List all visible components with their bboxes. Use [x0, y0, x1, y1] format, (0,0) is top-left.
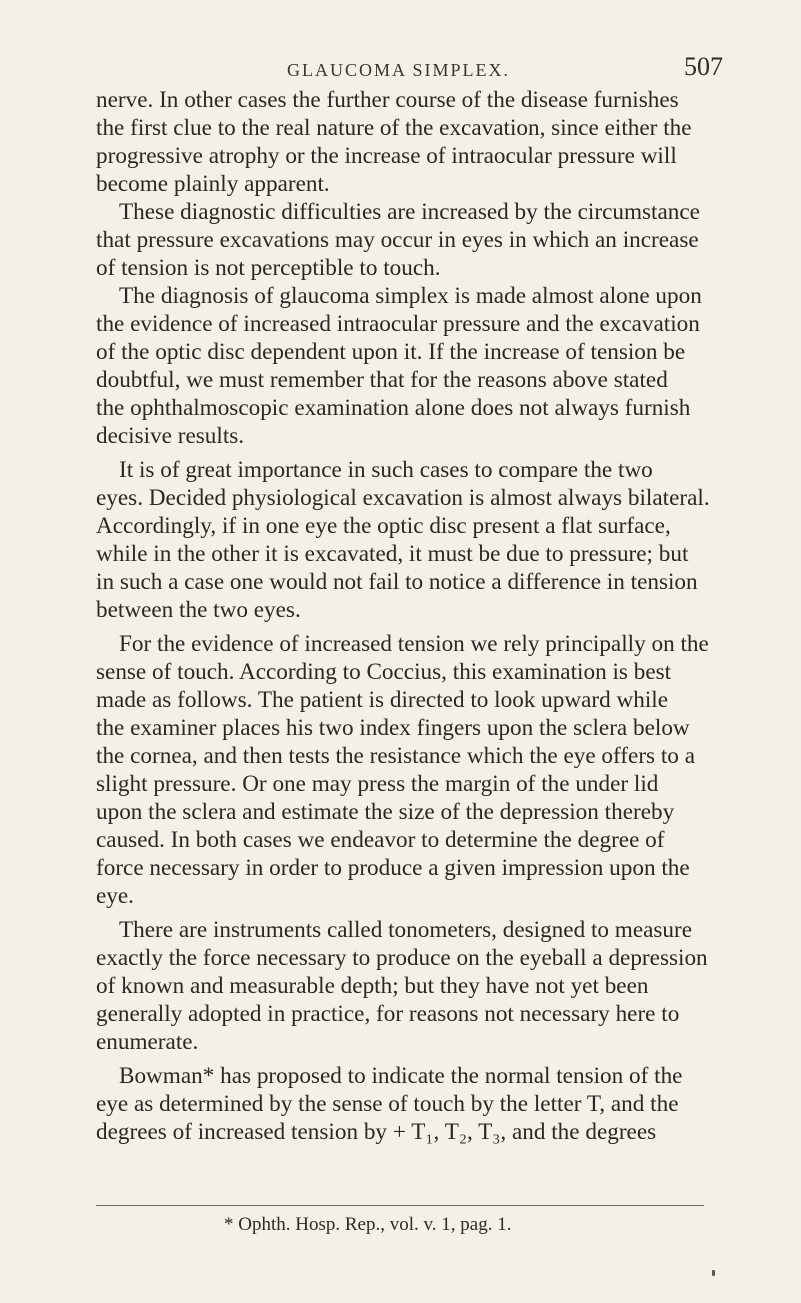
body-line: the examiner places his two index fingers upon the sclera below — [96, 715, 690, 741]
paragraph-start-line: For the evidence of increased tension we rely principally on the — [119, 631, 709, 657]
body-line: of tension is not perceptible to touch. — [96, 255, 441, 281]
body-line: degrees of increased tension by + T₁, T₂, T₃, and the degrees — [96, 1119, 657, 1145]
running-head: GLAUCOMA SIMPLEX. — [287, 60, 511, 80]
footnote: * Ophth. Hosp. Rep., vol. v. 1, pag. 1. — [224, 1214, 512, 1235]
body-line: become plainly apparent. — [96, 171, 330, 197]
body-line: force necessary in order to produce a given impression upon the — [96, 855, 690, 881]
body-line: progressive atrophy or the increase of intraocular pressure will — [96, 143, 677, 169]
body-line: enumerate. — [96, 1029, 199, 1055]
body-line: eyes. Decided physiological excavation is almost always bilateral. — [96, 485, 710, 511]
body-line: of the optic disc dependent upon it. If the increase of tension be — [96, 339, 686, 365]
body-line: the ophthalmoscopic examination alone does not always furnish — [96, 395, 691, 421]
body-line: caused. In both cases we endeavor to determine the degree of — [96, 827, 665, 853]
body-line: Accordingly, if in one eye the optic disc present a flat surface, — [96, 513, 671, 539]
body-line: between the two eyes. — [96, 597, 301, 623]
body-line: decisive results. — [96, 423, 245, 449]
paragraph-start-line: Bowman* has proposed to indicate the normal tension of the — [119, 1063, 683, 1089]
body-line: the evidence of increased intraocular pressure and the excavation — [96, 311, 700, 337]
body-line: eye. — [96, 883, 134, 909]
paragraph-start-line: It is of great importance in such cases to compare the two — [119, 457, 653, 483]
paragraph-start-line: There are instruments called tonometers, designed to measure — [119, 917, 693, 943]
body-line: upon the sclera and estimate the size of the depression thereby — [96, 799, 675, 825]
body-line: the cornea, and then tests the resistance which the eye offers to a — [96, 743, 695, 769]
body-line: while in the other it is excavated, it must be due to pressure; but — [96, 541, 689, 567]
paragraph-start-line: The diagnosis of glaucoma simplex is made almost alone upon — [119, 283, 702, 309]
body-line: the first clue to the real nature of the excavation, since either the — [96, 115, 692, 141]
print-speck — [712, 1270, 715, 1276]
body-line: generally adopted in practice, for reasons not necessary here to — [96, 1001, 680, 1027]
body-line: sense of touch. According to Coccius, this examination is best — [96, 659, 672, 685]
body-line: doubtful, we must remember that for the reasons above stated — [96, 367, 668, 393]
footnote-rule — [96, 1205, 704, 1206]
body-line: exactly the force necessary to produce on the eyeball a depression — [96, 945, 708, 971]
body-line: nerve. In other cases the further course of the disease furnishes — [96, 87, 679, 113]
paragraph-start-line: These diagnostic difficulties are increased by the circumstance — [119, 199, 700, 225]
body-line: of known and measurable depth; but they have not yet been — [96, 973, 649, 999]
page-number: 507 — [684, 52, 723, 81]
body-line: made as follows. The patient is directed to look upward while — [96, 687, 669, 713]
body-line: in such a case one would not fail to notice a difference in tension — [96, 569, 698, 595]
body-line: that pressure excavations may occur in eyes in which an increase — [96, 227, 699, 253]
body-line: eye as determined by the sense of touch by the letter T, and the — [96, 1091, 679, 1117]
body-line: slight pressure. Or one may press the margin of the under lid — [96, 771, 659, 797]
